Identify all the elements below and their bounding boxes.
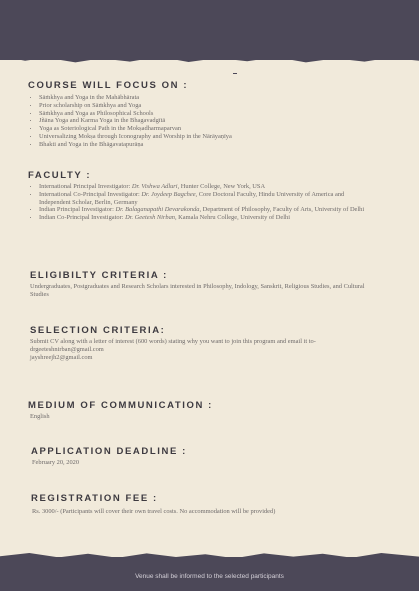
bottom-banner-edge <box>0 553 419 561</box>
top-banner <box>0 0 419 60</box>
course-heading: COURSE WILL FOCUS ON : <box>28 80 189 91</box>
list-item: • Yoga as Soteriological Path in the Mokṣadharmaparvan <box>39 125 399 133</box>
faculty-name: Dr. Vishwa Adluri <box>131 183 178 190</box>
list-item: • Sāṁkhya and Yoga as Philosophical Schools <box>39 110 399 118</box>
faculty-item <box>39 183 374 191</box>
faculty-name: Dr. Balaganapathi Devarakonda <box>115 206 200 214</box>
decorative-dash <box>233 73 237 74</box>
selection-text: Submit CV along with a letter of interest (600 words) stating why you want to join this program and email it to- drgeeteshnirban@gmail.com jayshreejh2@gmail.com <box>30 338 316 361</box>
eligibility-text: Undergraduates, Postgraduates and Research Scholars interested in Philosophy, Indology, Sanskrit, Religious Studies, and Cultural Studies <box>30 283 365 298</box>
selection-heading: SELECTION CRITERIA: <box>30 325 166 336</box>
faculty-heading: FACULTY : <box>28 170 92 181</box>
medium-text: English <box>30 413 50 420</box>
list-item: • Universalizing Mokṣa through Iconography and Worship in the Nārāyaṇīya <box>39 133 399 141</box>
list-item: • Bhakti and Yoga in the Bhāgavatapurāṇa <box>39 141 399 149</box>
fee-text: Rs. 3000/- (Participants will cover their own travel costs. No accommodation will be provided) <box>32 508 276 515</box>
faculty-affiliation: , Core Doctoral Faculty, Hindu University of America and Independent Scholar, Berlin, Germany <box>39 190 345 206</box>
faculty-affiliation: , Kamala Nehru College, University of Delhi <box>174 214 290 222</box>
faculty-list <box>30 183 374 222</box>
deadline-text: February 20, 2020 <box>32 459 80 466</box>
course-list <box>30 94 399 149</box>
list-item: • Jñāna Yoga and Karma Yoga in the Bhagavadgītā <box>39 117 399 125</box>
faculty-item <box>39 214 374 222</box>
faculty-name: Dr. Joydeep Bagchee <box>141 190 196 198</box>
list-item: • Prior scholarship on Sāṁkhya and Yoga <box>39 102 399 110</box>
faculty-affiliation: , Hunter College, New York, USA <box>177 183 266 190</box>
top-banner-edge <box>0 56 419 64</box>
faculty-role: Indian Principal Investigator: <box>39 206 114 214</box>
faculty-name: Dr. Geetesh Nirban <box>125 214 175 222</box>
footer-note: Venue shall be informed to the selected participants <box>135 573 284 580</box>
fee-heading: REGISTRATION FEE : <box>31 493 158 504</box>
list-item: • Sāṁkhya and Yoga in the Mahābhārata <box>39 94 399 102</box>
deadline-heading: APPLICATION DEADLINE : <box>31 446 187 457</box>
faculty-role: International Co-Principal Investigator: <box>39 190 140 198</box>
medium-heading: MEDIUM OF COMMUNICATION : <box>28 400 213 411</box>
faculty-item <box>39 206 374 214</box>
faculty-role: International Principal Investigator: <box>39 183 131 190</box>
faculty-role: Indian Co-Principal Investigator: <box>39 214 124 222</box>
faculty-item <box>39 191 374 207</box>
eligibility-heading: ELIGIBILTY CRITERIA : <box>30 270 168 281</box>
faculty-affiliation: , Department of Philosophy, Faculty of Arts, University of Delhi <box>199 206 365 214</box>
